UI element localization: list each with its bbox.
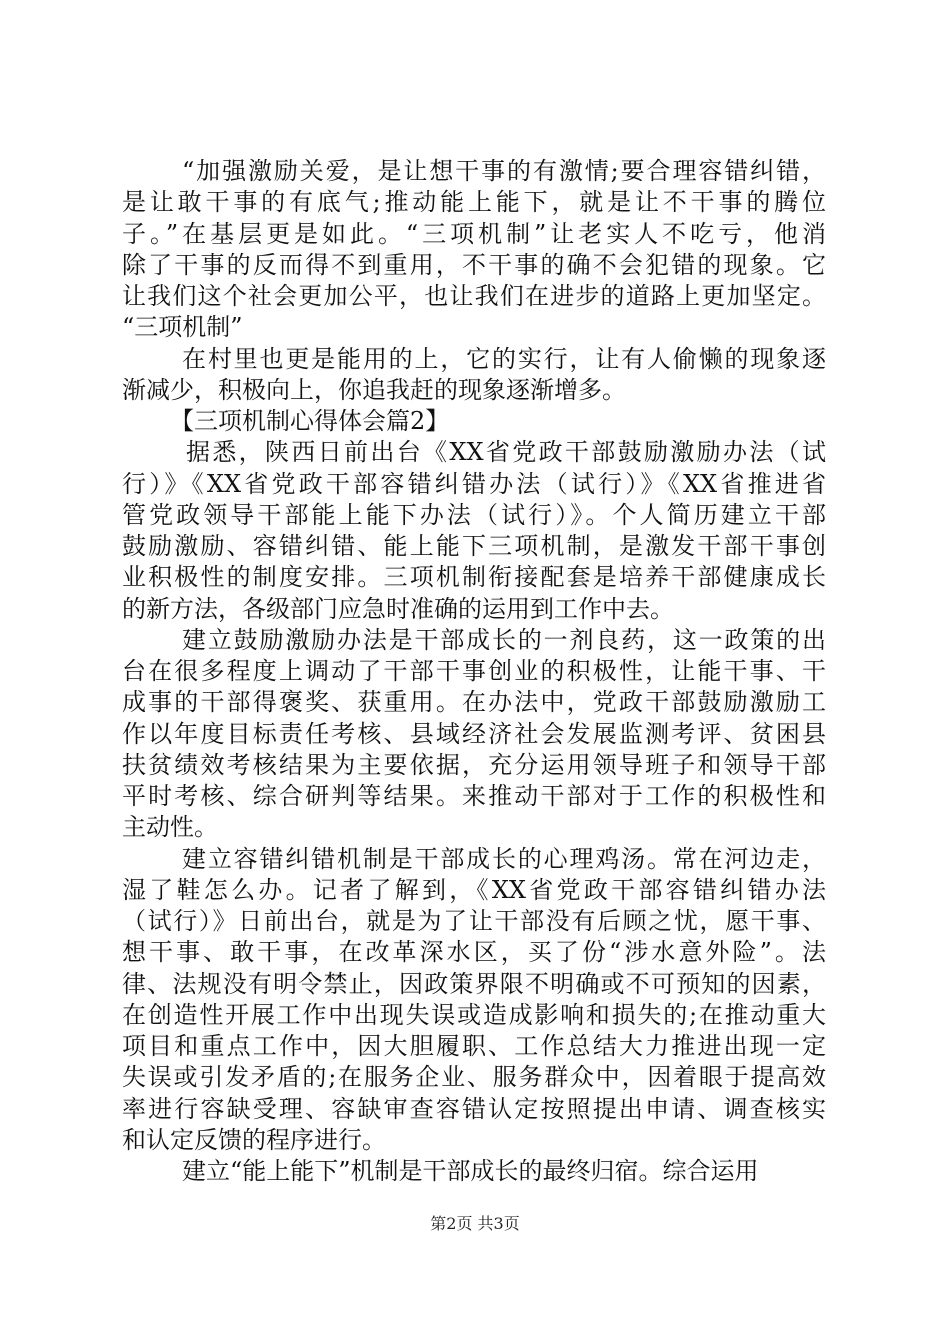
paragraph-line: 在村里也更是能用的上，它的实行，让有人偷懒的现象逐 [182, 344, 826, 373]
paragraph-line: 想干事、敢干事，在改革深水区，买了份“涉水意外险”。法 [122, 938, 826, 967]
paragraph-line: 和认定反馈的程序进行。 [122, 1125, 386, 1154]
paragraph-line: 在创造性开展工作中出现失误或造成影响和损失的;在推动重大 [122, 1000, 826, 1029]
page-footer: 第2页 共3页 [430, 1214, 520, 1233]
paragraph-line: 平时考核、综合研判等结果。来推动干部对于工作的积极性和 [122, 782, 826, 810]
paragraph-line: 失误或引发矛盾的;在服务企业、服务群众中，因着眼于提高效 [122, 1063, 826, 1092]
section-heading: 【三项机制心得体会篇2】 [170, 407, 450, 435]
paragraph-line: 鼓励激励、容错纠错、能上能下三项机制，是激发干部干事创 [122, 532, 826, 560]
paragraph-line: 主动性。 [122, 813, 218, 842]
paragraph-line: 据悉，陕西日前出台《XX省党政干部鼓励激励办法（试 [186, 438, 826, 467]
paragraph-line: 作以年度目标责任考核、县域经济社会发展监测考评、贫困县 [122, 719, 826, 748]
paragraph-line: 渐减少，积极向上，你追我赶的现象逐渐增多。 [122, 375, 626, 404]
paragraph-line: 业积极性的制度安排。三项机制衔接配套是培养干部健康成长 [122, 563, 826, 592]
paragraph-line: 管党政领导干部能上能下办法（试行）》。个人简历建立干部 [122, 500, 826, 529]
paragraph-line: 建立鼓励激励办法是干部成长的一剂良药，这一政策的出 [182, 625, 826, 654]
paragraph-line: 建立容错纠错机制是干部成长的心理鸡汤。常在河边走， [182, 844, 826, 873]
paragraph-line: 的新方法，各级部门应急时准确的运用到工作中去。 [122, 594, 674, 623]
paragraph-line: 台在很多程度上调动了干部干事创业的积极性，让能干事、干 [122, 657, 826, 685]
paragraph-line: “加强激励关爱，是让想干事的有激情;要合理容错纠错， [182, 157, 826, 185]
paragraph-line: 是让敢干事的有底气;推动能上能下，就是让不干事的腾位 [122, 188, 826, 217]
paragraph-line: 子。”在基层更是如此。“三项机制”让老实人不吃亏，他消 [122, 219, 826, 248]
paragraph-line: 湿了鞋怎么办。记者了解到，《XX省党政干部容错纠错办法 [122, 875, 826, 904]
paragraph-line: 项目和重点工作中，因大胆履职、工作总结大力推进出现一定 [122, 1032, 826, 1060]
paragraph-line: “三项机制” [122, 313, 243, 342]
paragraph-line: 率进行容缺受理、容缺审查容错认定按照提出申请、调查核实 [122, 1094, 826, 1123]
paragraph-line: 建立“能上能下”机制是干部成长的最终归宿。综合运用 [182, 1157, 759, 1185]
paragraph-line: 让我们这个社会更加公平，也让我们在进步的道路上更加坚定。 [122, 282, 826, 310]
paragraph-line: 扶贫绩效考核结果为主要依据，充分运用领导班子和领导干部 [122, 750, 826, 779]
paragraph-line: 除了干事的反而得不到重用，不干事的确不会犯错的现象。它 [122, 250, 826, 279]
paragraph-line: 行）》《XX省党政干部容错纠错办法（试行）》《XX省推进省 [122, 469, 826, 498]
paragraph-line: 律、法规没有明令禁止，因政策界限不明确或不可预知的因素， [122, 969, 826, 998]
paragraph-line: （试行）》日前出台，就是为了让干部没有后顾之忧，愿干事、 [122, 907, 826, 935]
paragraph-line: 成事的干部得褒奖、获重用。在办法中，党政干部鼓励激励工 [122, 688, 826, 717]
